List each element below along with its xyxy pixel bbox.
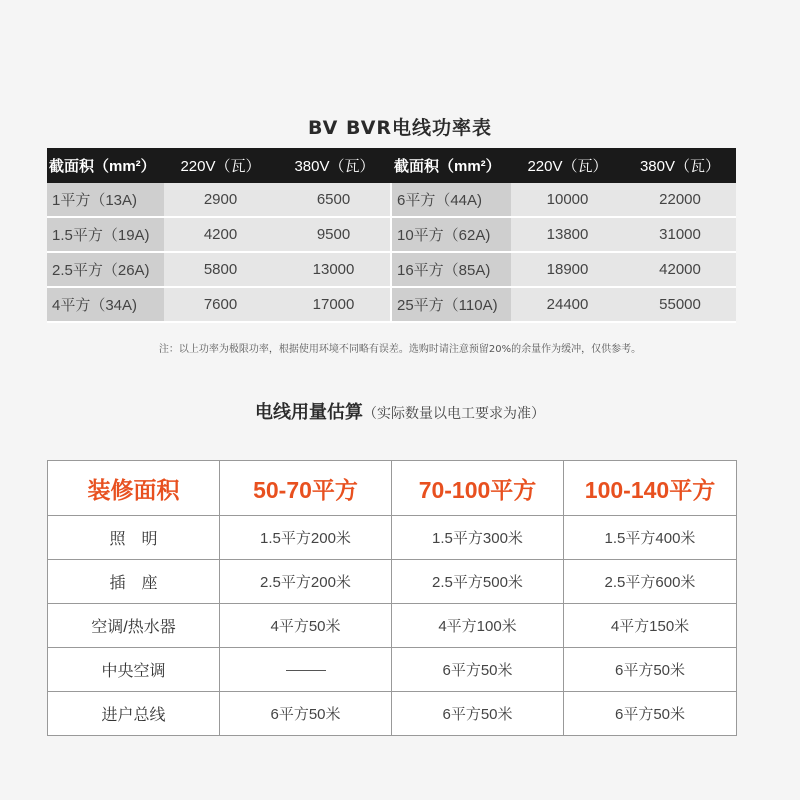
usage-title-main: 电线用量估算 — [255, 402, 363, 423]
cross-section-cell: 25平方（110A) — [392, 288, 511, 323]
usage-cell: 1.5平方200米 — [220, 516, 392, 560]
power-380v-cell: 9500 — [277, 218, 392, 253]
table-row — [48, 648, 737, 692]
circuit-name-cell: 中央空调 — [48, 648, 220, 692]
usage-table — [47, 460, 737, 736]
table-row — [48, 516, 737, 560]
power-table-header-row — [47, 148, 736, 183]
header-area-range: 100-140平方 — [564, 461, 737, 516]
header-cross-section: 截面积（mm²） — [47, 148, 164, 183]
header-cross-section: 截面积（mm²） — [392, 148, 511, 183]
usage-cell: 6平方50米 — [564, 648, 737, 692]
usage-cell: 1.5平方400米 — [564, 516, 737, 560]
header-area-range: 70-100平方 — [392, 461, 564, 516]
power-220v-cell: 4200 — [164, 218, 277, 253]
table-row — [47, 183, 736, 218]
usage-cell: 6平方50米 — [564, 692, 737, 736]
header-renovation-area: 装修面积 — [48, 461, 220, 516]
power-220v-cell: 2900 — [164, 183, 277, 218]
power-380v-cell: 22000 — [624, 183, 736, 218]
power-220v-cell: 24400 — [511, 288, 624, 323]
usage-cell: 4平方100米 — [392, 604, 564, 648]
table-row — [48, 692, 737, 736]
cross-section-cell: 1平方（13A) — [47, 183, 164, 218]
power-table-title: BV BVR电线功率表 — [307, 117, 493, 139]
usage-table-title — [0, 398, 800, 424]
power-380v-cell: 13000 — [277, 253, 392, 288]
power-380v-cell: 42000 — [624, 253, 736, 288]
power-220v-cell: 7600 — [164, 288, 277, 323]
power-220v-cell: 5800 — [164, 253, 277, 288]
cross-section-cell: 4平方（34A) — [47, 288, 164, 323]
usage-cell: 4平方150米 — [564, 604, 737, 648]
header-220v: 220V（瓦） — [164, 148, 277, 183]
cross-section-cell: 10平方（62A) — [392, 218, 511, 253]
usage-cell: 1.5平方300米 — [392, 516, 564, 560]
header-380v: 380V（瓦） — [277, 148, 392, 183]
usage-table-header-row — [48, 461, 737, 516]
power-table — [47, 148, 736, 323]
table-row — [47, 218, 736, 253]
power-220v-cell: 18900 — [511, 253, 624, 288]
usage-cell: 6平方50米 — [392, 692, 564, 736]
cross-section-cell: 1.5平方（19A) — [47, 218, 164, 253]
power-220v-cell: 10000 — [511, 183, 624, 218]
dash-line — [286, 670, 326, 671]
usage-cell: 4平方50米 — [220, 604, 392, 648]
power-380v-cell: 31000 — [624, 218, 736, 253]
usage-cell: 2.5平方200米 — [220, 560, 392, 604]
circuit-name-cell: 空调/热水器 — [48, 604, 220, 648]
usage-cell: 6平方50米 — [392, 648, 564, 692]
power-table-note: 注：以上功率为极限功率，根据使用环境不同略有误差。选购时请注意预留20%的余量作为缓冲，仅供参考。 — [158, 344, 642, 355]
cross-section-cell: 2.5平方（26A) — [47, 253, 164, 288]
table-row — [47, 253, 736, 288]
usage-cell: 2.5平方500米 — [392, 560, 564, 604]
usage-cell: 6平方50米 — [220, 692, 392, 736]
header-area-range: 50-70平方 — [220, 461, 392, 516]
header-380v: 380V（瓦） — [624, 148, 736, 183]
circuit-name-cell: 照 明 — [48, 516, 220, 560]
usage-cell-not-applicable — [220, 648, 392, 692]
header-220v: 220V（瓦） — [511, 148, 624, 183]
cross-section-cell: 16平方（85A) — [392, 253, 511, 288]
table-row — [48, 560, 737, 604]
table-row — [48, 604, 737, 648]
usage-cell: 2.5平方600米 — [564, 560, 737, 604]
circuit-name-cell: 插 座 — [48, 560, 220, 604]
table-row — [47, 288, 736, 323]
power-380v-cell: 55000 — [624, 288, 736, 323]
power-380v-cell: 17000 — [277, 288, 392, 323]
cross-section-cell: 6平方（44A) — [392, 183, 511, 218]
power-220v-cell: 13800 — [511, 218, 624, 253]
usage-title-subtitle: （实际数量以电工要求为准） — [363, 406, 545, 422]
power-380v-cell: 6500 — [277, 183, 392, 218]
circuit-name-cell: 进户总线 — [48, 692, 220, 736]
